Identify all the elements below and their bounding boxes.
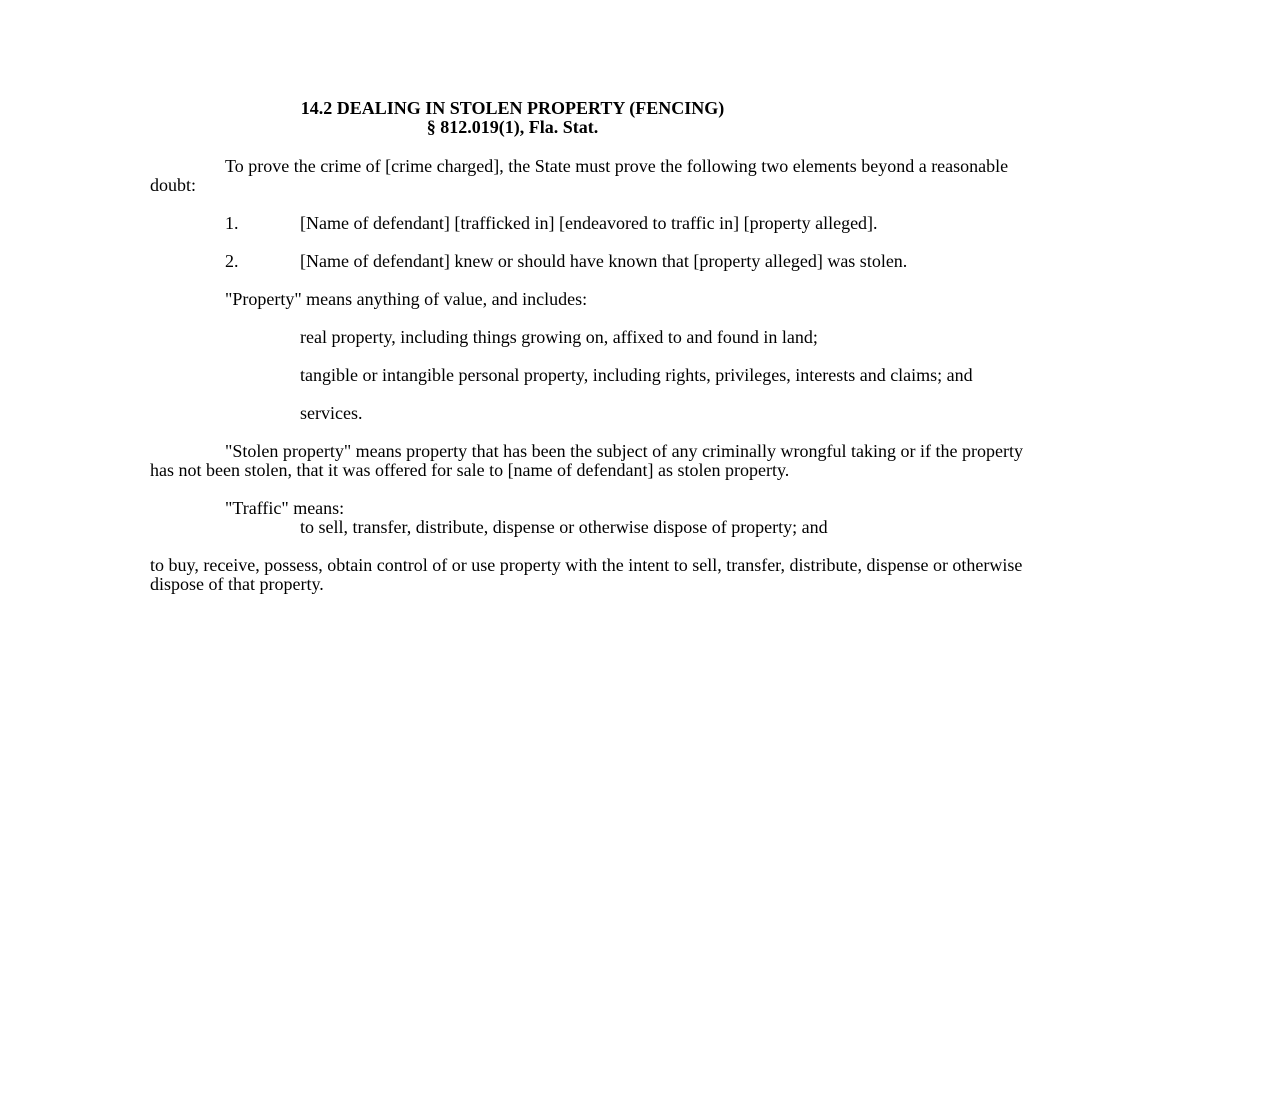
element-2-text: [Name of defendant] knew or should have known that [property alleged] was stolen.	[300, 251, 908, 271]
heading	[150, 99, 875, 137]
property-item-services: services.	[300, 403, 363, 423]
property-item-tangible: tangible or intangible personal property, including rights, privileges, interests and claims; and	[300, 365, 973, 385]
heading-title: 14.2 DEALING IN STOLEN PROPERTY (FENCING)	[300, 98, 725, 118]
stolen-property-definition: "Stolen property" means property that has been the subject of any criminally wrongful taking or if the property has not been stolen, that it was offered for sale to [name of defendant] as stolen property.	[150, 441, 1023, 480]
element-1-number: 1.	[225, 213, 239, 233]
spacer	[150, 271, 1040, 290]
spacer	[150, 195, 1040, 214]
intro-paragraph: To prove the crime of [crime charged], the State must prove the following two elements beyond a reasonable doubt:	[150, 156, 1009, 195]
traffic-item-1: to sell, transfer, distribute, dispense or otherwise dispose of property; and	[300, 517, 828, 537]
element-1	[150, 214, 1040, 233]
spacer	[150, 385, 1040, 404]
traffic-definition-lead: "Traffic" means:	[225, 498, 345, 518]
spacer	[150, 480, 1040, 499]
spacer	[150, 309, 1040, 328]
property-item-real: real property, including things growing on, affixed to and found in land;	[300, 327, 818, 347]
element-1-text: [Name of defendant] [trafficked in] [endeavored to traffic in] [property alleged].	[300, 213, 878, 233]
spacer	[150, 423, 1040, 442]
document-page	[150, 99, 1040, 594]
spacer	[150, 233, 1040, 252]
spacer	[150, 347, 1040, 366]
traffic-item-2: to buy, receive, possess, obtain control of or use property with the intent to sell, transfer, distribute, dispense or otherwise dispose of that property.	[150, 555, 1023, 594]
element-2-number: 2.	[225, 251, 239, 271]
element-2	[150, 252, 1040, 271]
property-definition-lead: "Property" means anything of value, and includes:	[225, 289, 588, 309]
spacer	[150, 537, 1040, 556]
heading-statute: § 812.019(1), Fla. Stat.	[426, 117, 599, 137]
